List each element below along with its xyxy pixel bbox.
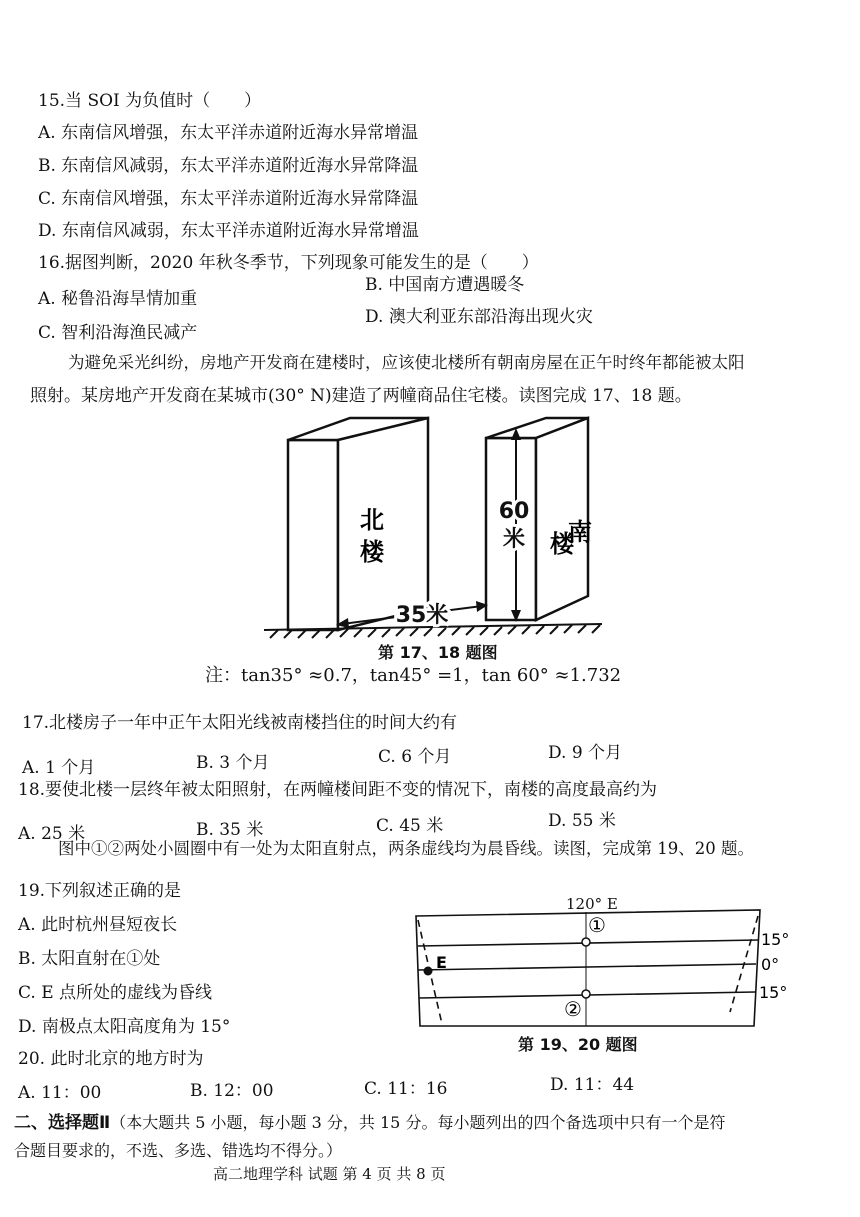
q15-option-a: A. 东南信风增强，东太平洋赤道附近海水异常增温 [38, 123, 419, 143]
q19-stem: 19.下列叙述正确的是 [18, 881, 182, 901]
height-unit: 米 [502, 527, 526, 552]
q17-option-c: C. 6 个月 [378, 747, 452, 767]
point-1-marker [582, 938, 590, 946]
fig-17-18-caption: 第 17、18 题图 [378, 643, 498, 662]
q20-option-b: B. 12：00 [190, 1081, 274, 1101]
intro-17-18-line2: 照射。某房地产开发商在某城市(30° N)建造了两幢商品住宅楼。读图完成 17、18 题。 [30, 386, 692, 406]
q19-option-b: B. 太阳直射在①处 [18, 949, 161, 969]
q19-option-a: A. 此时杭州昼短夜长 [18, 915, 178, 935]
section2-desc-2: 合题目要求的，不选、多选、错选均不得分。） [14, 1141, 343, 1160]
q18-stem: 18.要使北楼一层终年被太阳照射，在两幢楼间距不变的情况下，南楼的高度最高约为 [18, 780, 658, 800]
section2-desc-1: （本大题共 5 小题，每小题 3 分，共 15 分。每小题列出的四个备选项中只有一个是符 [110, 1113, 726, 1132]
point-2-marker [582, 990, 590, 998]
q18-option-a: A. 25 米 [18, 824, 86, 844]
lat-mid-label: 0° [761, 955, 780, 974]
height-number: 60 [498, 499, 530, 524]
circle-1-label: ① [588, 913, 606, 937]
q16-stem: 16.据图判断，2020 年秋冬季节，下列现象可能发生的是（ ） [38, 253, 539, 273]
q19-option-c: C. E 点所处的虚线为昏线 [18, 983, 213, 1003]
intro-17-18-line1: 为避免采光纠纷，房地产开发商在建楼时，应该使北楼所有朝南房屋在正午时终年都能被太阳 [68, 353, 745, 372]
north-label-2: 楼 [360, 538, 384, 566]
q15-option-b: B. 东南信风减弱，东太平洋赤道附近海水异常降温 [38, 156, 419, 176]
q18-option-b: B. 35 米 [196, 820, 264, 840]
q19-option-d: D. 南极点太阳高度角为 15° [18, 1017, 231, 1037]
q17-stem: 17.北楼房子一年中正午太阳光线被南楼挡住的时间大约有 [22, 713, 458, 733]
lat-top-label: 15° [761, 930, 790, 949]
q17-option-a: A. 1 个月 [22, 758, 96, 778]
q17-option-b: B. 3 个月 [196, 753, 270, 773]
south-label-2: 楼 [550, 530, 574, 558]
q18-option-d: D. 55 米 [548, 811, 616, 831]
buildings-figure [250, 410, 620, 650]
section2-header [14, 1112, 725, 1134]
lat-bot-label: 15° [759, 983, 788, 1002]
north-building [288, 418, 428, 630]
q20-option-d: D. 11：44 [550, 1075, 635, 1095]
q20-option-a: A. 11：00 [18, 1083, 102, 1103]
q15-option-d: D. 东南信风减弱，东太平洋赤道附近海水异常增温 [38, 221, 419, 241]
circle-2-label: ② [564, 997, 582, 1021]
q16-option-c: C. 智利沿海渔民减产 [38, 323, 198, 343]
q15-option-c: C. 东南信风增强，东太平洋赤道附近海水异常降温 [38, 189, 419, 209]
q16-option-b: B. 中国南方遭遇暖冬 [365, 275, 525, 295]
section2-title: 二、选择题Ⅱ [14, 1113, 111, 1133]
q18-option-c: C. 45 米 [376, 816, 444, 836]
fig-19-20-caption: 第 19、20 题图 [518, 1035, 638, 1054]
page-footer: 高二地理学科 试题 第 4 页 共 8 页 [213, 1165, 446, 1183]
q20-option-c: C. 11：16 [364, 1079, 448, 1099]
intro-19-20: 图中①②两处小圆圈中有一处为太阳直射点，两条虚线均为晨昏线。读图，完成第 19、20 题。 [58, 839, 754, 858]
q17-option-d: D. 9 个月 [548, 743, 623, 763]
point-e-marker [424, 967, 433, 976]
point-e-label: E [436, 953, 447, 972]
q15-stem: 15.当 SOI 为负值时（ ） [38, 91, 262, 111]
q20-stem: 20. 此时北京的地方时为 [18, 1049, 204, 1069]
distance-label: 35米 [395, 603, 449, 628]
tan-note: 注：tan35° ≈0.7，tan45° =1，tan 60° ≈1.732 [205, 665, 622, 686]
terminator-figure [408, 908, 798, 1030]
north-label-1: 北 [360, 506, 384, 534]
q16-option-d: D. 澳大利亚东部沿海出现火灾 [365, 307, 593, 327]
q16-option-a: A. 秘鲁沿海旱情加重 [38, 289, 198, 309]
south-label-1: 南 [568, 518, 592, 546]
longitude-label: 120° E [566, 895, 618, 913]
